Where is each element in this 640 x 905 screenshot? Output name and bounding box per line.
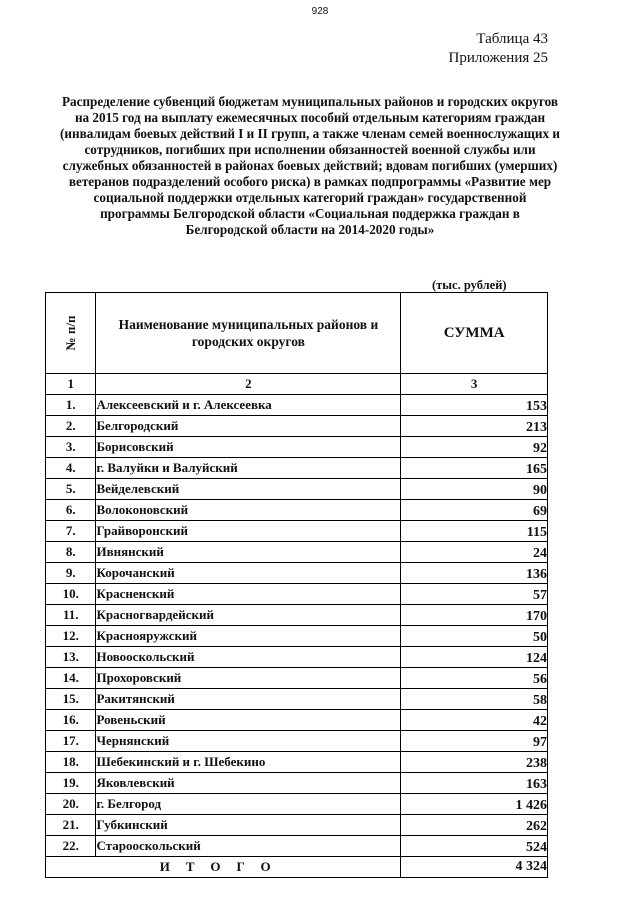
table-row (46, 500, 548, 521)
row-number: 7. (46, 521, 96, 542)
district-name: Ровеньский (96, 710, 401, 731)
district-sum: 163 (401, 773, 548, 794)
district-sum: 170 (401, 605, 548, 626)
page-number: 928 (311, 6, 329, 17)
district-name: Красногвардейский (96, 605, 401, 626)
row-number: 14. (46, 668, 96, 689)
district-sum: 238 (401, 752, 548, 773)
header-row-number: № п/п (46, 293, 96, 374)
row-number: 3. (46, 437, 96, 458)
district-name: г. Белгород (96, 794, 401, 815)
table-row (46, 584, 548, 605)
table-row (46, 563, 548, 584)
row-number: 11. (46, 605, 96, 626)
header-sum: СУММА (401, 293, 548, 374)
district-sum: 124 (401, 647, 548, 668)
district-sum: 136 (401, 563, 548, 584)
row-number: 1. (46, 395, 96, 416)
column-index: 1 (46, 374, 96, 395)
district-name: Красненский (96, 584, 401, 605)
table-row (46, 458, 548, 479)
row-number: 9. (46, 563, 96, 584)
subvention-table (45, 292, 548, 878)
table-row (46, 521, 548, 542)
row-number: 15. (46, 689, 96, 710)
table-reference (449, 30, 549, 68)
row-number: 10. (46, 584, 96, 605)
unit-label: (тыс. рублей) (432, 278, 507, 292)
district-name: Вейделевский (96, 479, 401, 500)
district-name: Старооскольский (96, 836, 401, 857)
column-index: 2 (96, 374, 401, 395)
table-row (46, 689, 548, 710)
table-row (46, 605, 548, 626)
district-name: Белгородский (96, 416, 401, 437)
district-sum: 50 (401, 626, 548, 647)
row-number: 21. (46, 815, 96, 836)
row-number: 8. (46, 542, 96, 563)
district-sum: 1 426 (401, 794, 548, 815)
district-name: Грайворонский (96, 521, 401, 542)
district-sum: 69 (401, 500, 548, 521)
document-title: Распределение субвенций бюджетам муниципальных районов и городских округов на 2015 год на выплату ежемесячных пособий отдельным категориям граждан (инвалидам боевых действий I и II групп, а также членам семей военнослужащих и сотрудников, погибших при исполнении обязанностей военной службы или служебных обязанностей в районах боевых действий; вдовам погибших (умерших) ветеранов подразделений особого риска) в рамках подпрограммы «Развитие мер социальной поддержки отдельных категорий граждан» государственной программы Белгородской области «Социальная поддержка граждан в Белгородской области на 2014-2020 годы» (60, 94, 560, 237)
district-name: Корочанский (96, 563, 401, 584)
table-row (46, 794, 548, 815)
district-name: г. Валуйки и Валуйский (96, 458, 401, 479)
district-sum: 57 (401, 584, 548, 605)
table-row (46, 647, 548, 668)
district-sum: 24 (401, 542, 548, 563)
total-row (46, 857, 548, 878)
district-sum: 97 (401, 731, 548, 752)
district-name: Прохоровский (96, 668, 401, 689)
table-row (46, 437, 548, 458)
row-number: 6. (46, 500, 96, 521)
district-name: Борисовский (96, 437, 401, 458)
row-number: 12. (46, 626, 96, 647)
district-name: Волоконовский (96, 500, 401, 521)
table-row (46, 668, 548, 689)
total-label: ИТОГО (46, 857, 401, 878)
district-sum: 262 (401, 815, 548, 836)
row-number: 22. (46, 836, 96, 857)
district-sum: 56 (401, 668, 548, 689)
district-sum: 153 (401, 395, 548, 416)
table-row (46, 542, 548, 563)
row-number: 13. (46, 647, 96, 668)
district-name: Губкинский (96, 815, 401, 836)
district-sum: 90 (401, 479, 548, 500)
total-sum: 4 324 (401, 857, 548, 878)
column-index-row (46, 374, 548, 395)
table-row (46, 752, 548, 773)
table-row (46, 836, 548, 857)
table-row (46, 773, 548, 794)
district-name: Краснояружский (96, 626, 401, 647)
district-sum: 42 (401, 710, 548, 731)
row-number: 19. (46, 773, 96, 794)
header-name: Наименование муниципальных районов и городских округов (96, 293, 401, 374)
row-number: 20. (46, 794, 96, 815)
table-row (46, 395, 548, 416)
district-name: Шебекинский и г. Шебекино (96, 752, 401, 773)
table-header-row (46, 293, 548, 374)
district-name: Новооскольский (96, 647, 401, 668)
table-row (46, 479, 548, 500)
district-sum: 524 (401, 836, 548, 857)
district-name: Яковлевский (96, 773, 401, 794)
district-name: Чернянский (96, 731, 401, 752)
district-sum: 58 (401, 689, 548, 710)
district-name: Ивнянский (96, 542, 401, 563)
district-sum: 92 (401, 437, 548, 458)
row-number: 4. (46, 458, 96, 479)
row-number: 17. (46, 731, 96, 752)
table-row (46, 731, 548, 752)
table-row (46, 815, 548, 836)
district-sum: 213 (401, 416, 548, 437)
district-sum: 115 (401, 521, 548, 542)
row-number: 2. (46, 416, 96, 437)
row-number: 5. (46, 479, 96, 500)
district-name: Алексеевский и г. Алексеевка (96, 395, 401, 416)
district-name: Ракитянский (96, 689, 401, 710)
column-index: 3 (401, 374, 548, 395)
table-number: Таблица 43 (476, 31, 548, 47)
appendix-number: Приложения 25 (448, 50, 548, 66)
table-row (46, 710, 548, 731)
table-row (46, 416, 548, 437)
table-row (46, 626, 548, 647)
district-sum: 165 (401, 458, 548, 479)
row-number: 16. (46, 710, 96, 731)
row-number: 18. (46, 752, 96, 773)
